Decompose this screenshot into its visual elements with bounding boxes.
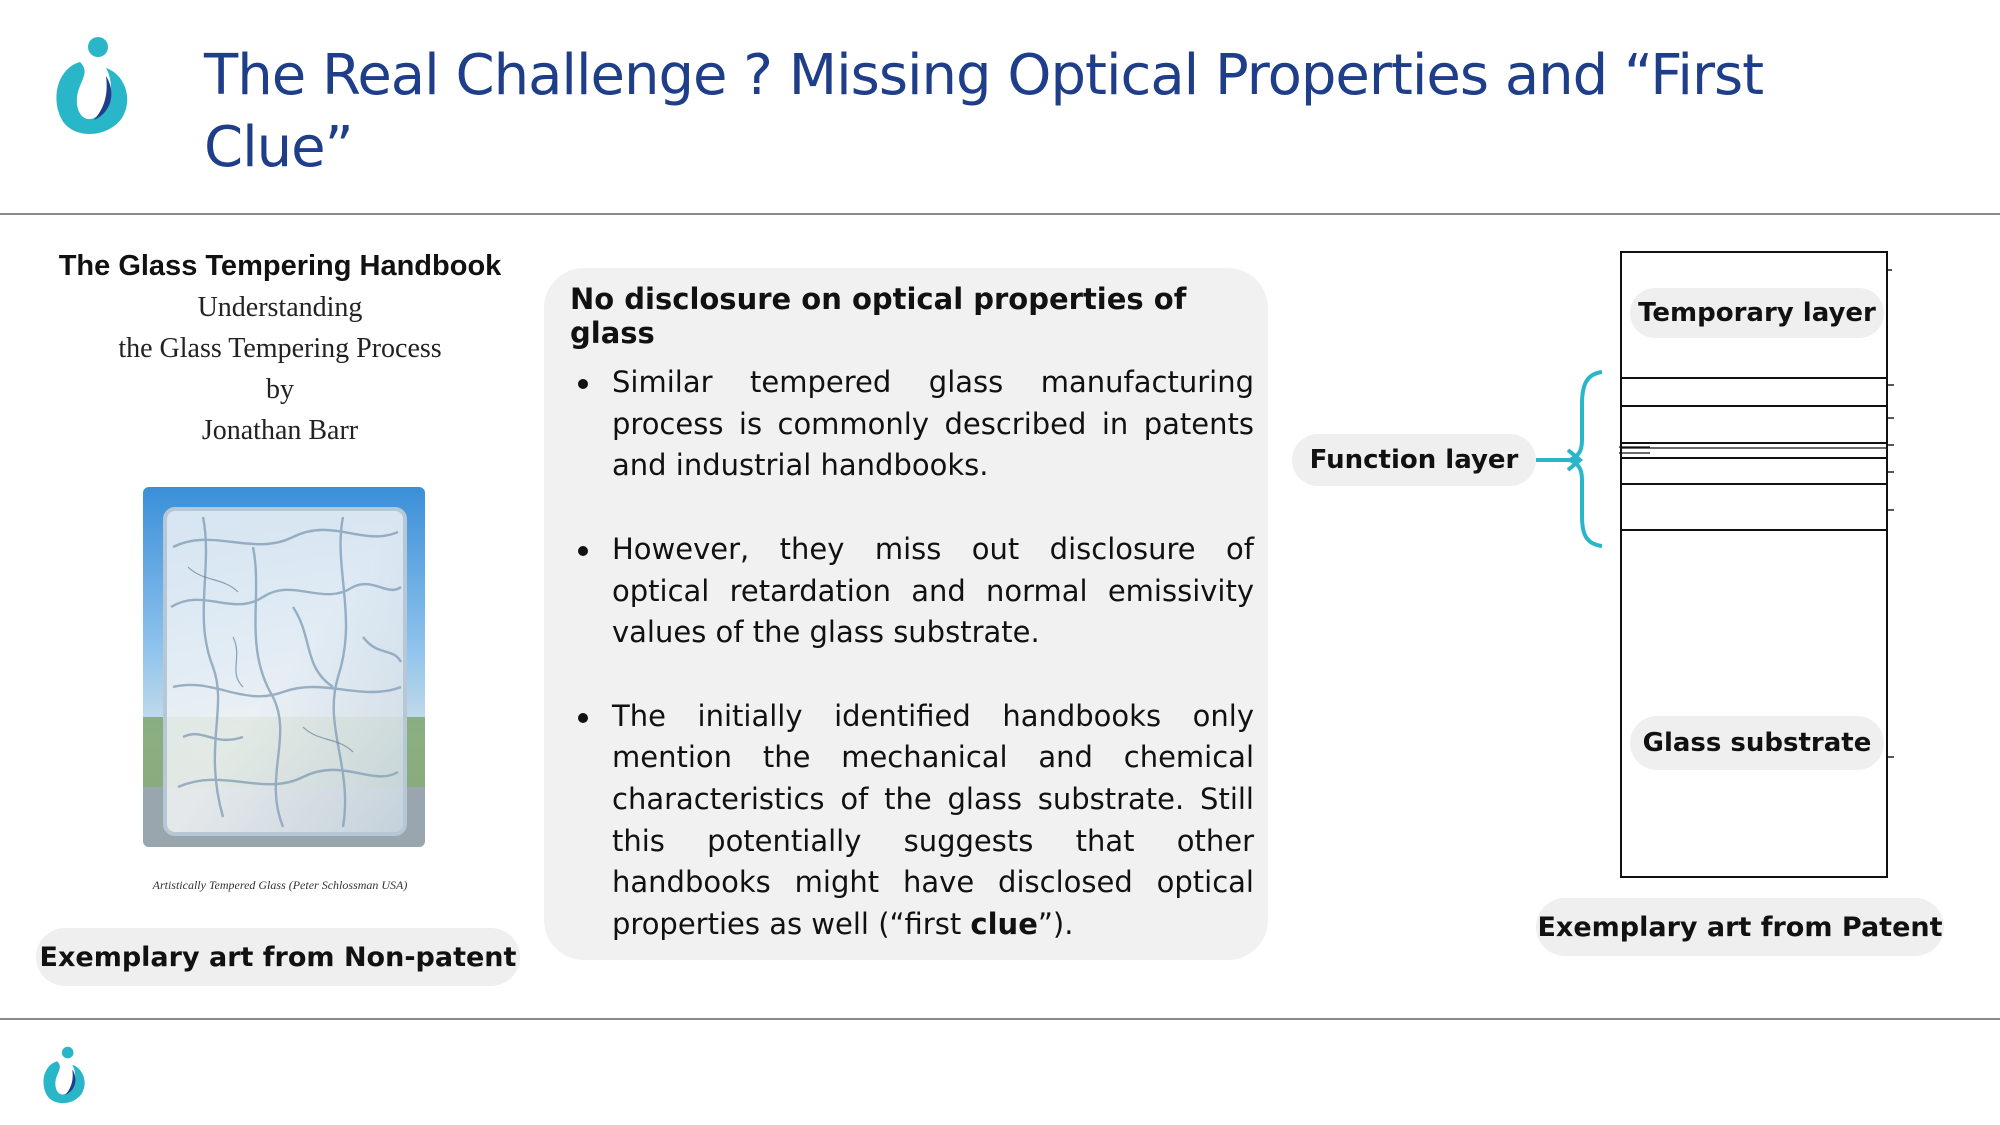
book-byline: by (266, 374, 294, 405)
tempered-glass-image (143, 487, 425, 847)
list-item (570, 696, 1254, 946)
footer-divider (0, 1018, 2000, 1020)
company-logo (50, 34, 130, 144)
function-layer-label: Function layer (1292, 434, 1536, 486)
header-divider (0, 213, 2000, 215)
book-subtitle-line: Understanding (197, 292, 363, 323)
footer-logo (38, 1045, 88, 1109)
bullet-bold-text: clue (970, 907, 1038, 942)
arrow-right-icon (1534, 446, 1586, 474)
bullet-icon (578, 546, 588, 556)
bullet-text: However, they miss out disclosure of optical retardation and normal emissivity values of the glass substrate. (612, 531, 1254, 650)
bullet-text: Similar tempered glass manufacturing process is commonly described in patents and industrial handbooks. (612, 365, 1254, 483)
bullet-icon (578, 713, 588, 723)
bullet-icon (578, 379, 588, 389)
page-title: The Real Challenge ? Missing Optical Properties and “First Clue” (204, 43, 1764, 180)
book-title: The Glass Tempering Handbook (58, 250, 502, 282)
temporary-layer-label: Temporary layer (1630, 288, 1884, 338)
image-caption: Artistically Tempered Glass (Peter Schlossman USA) (152, 878, 408, 892)
bullet-list (570, 362, 1254, 946)
book-subtitle-line: the Glass Tempering Process (118, 333, 442, 364)
list-item (570, 529, 1254, 654)
panel-heading: No disclosure on optical properties of glass (570, 282, 1187, 350)
glass-substrate-label: Glass substrate (1630, 716, 1884, 770)
book-author: Jonathan Barr (201, 415, 359, 446)
bullet-text: The initially identified handbooks only mention the mechanical and chemical characteristics of the glass substrate. Still this potentially suggests that other handbooks might have disclosed optical properties as well (“first (612, 698, 1254, 942)
patent-label: Exemplary art from Patent (1536, 898, 1944, 956)
list-item (570, 362, 1254, 487)
bullet-text: ”). (1037, 907, 1074, 942)
non-patent-label: Exemplary art from Non-patent (36, 928, 520, 986)
